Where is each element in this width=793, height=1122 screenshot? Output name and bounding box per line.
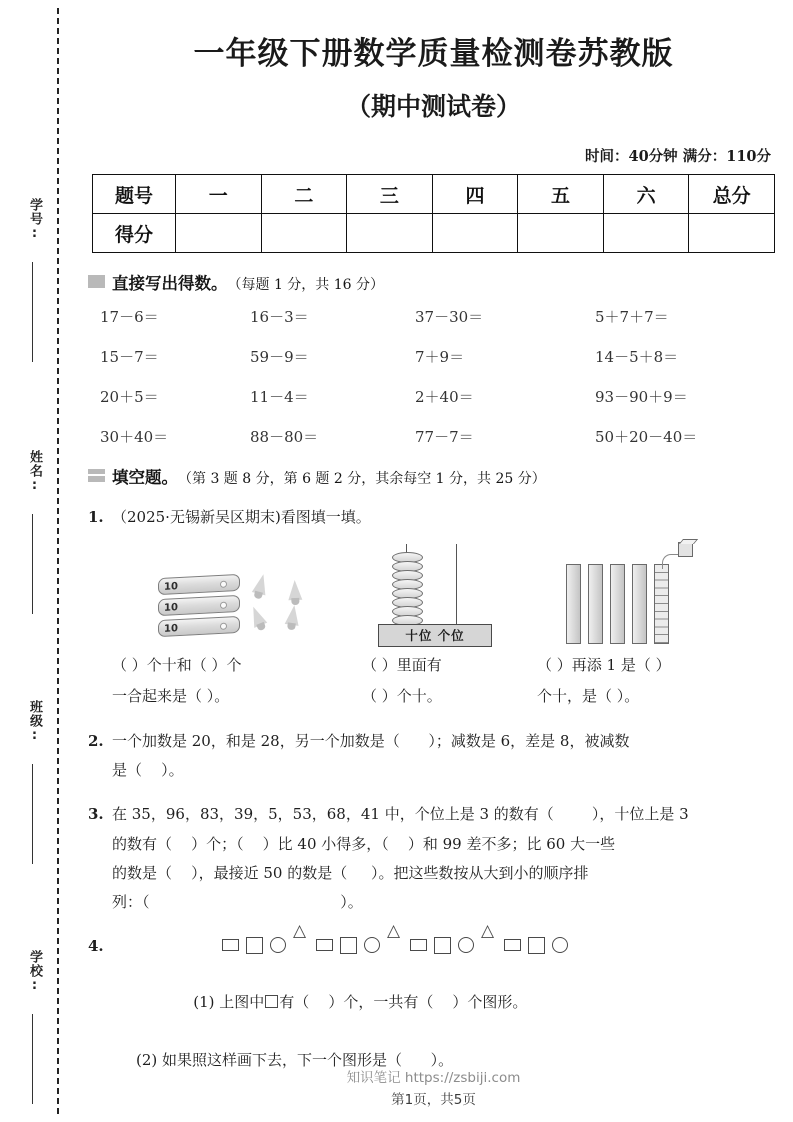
margin-rule-xingming bbox=[32, 514, 33, 614]
inline-square-icon bbox=[265, 995, 278, 1008]
unit-cube-icon bbox=[678, 542, 693, 557]
rect-shape-icon bbox=[222, 939, 239, 951]
triangle-shape-icon bbox=[387, 938, 403, 952]
calc-problem[interactable]: 93－90＋9＝ bbox=[595, 388, 688, 406]
calc-problem[interactable]: 2＋40＝ bbox=[415, 388, 474, 406]
score-table-wrapper bbox=[74, 166, 793, 253]
loose-shuttlecocks-group bbox=[248, 572, 326, 634]
square-shape-icon bbox=[340, 937, 357, 954]
triangle-shape-icon bbox=[293, 938, 309, 952]
circle-shape-icon bbox=[458, 937, 474, 953]
page-subtitle: （期中测试卷） bbox=[345, 92, 521, 121]
question-1-text: （2025·无锡新吴区期末)看图填一填。 bbox=[112, 508, 371, 526]
question-1-stem bbox=[88, 503, 777, 532]
margin-rule-xuexiao bbox=[32, 1014, 33, 1104]
section-marker-two-icon bbox=[88, 469, 105, 482]
question-3-line-3[interactable]: 的数是（ ），最接近 50 的数是（ ）。把这些数按从大到小的顺序排 bbox=[112, 863, 589, 882]
question-2-number: 2. bbox=[88, 731, 104, 750]
page-footer bbox=[74, 1066, 793, 1108]
section-two-heading bbox=[88, 464, 777, 488]
section-one-points: （每题 1 分，共 16 分） bbox=[227, 277, 385, 293]
score-cell-4[interactable] bbox=[432, 214, 518, 253]
watermark-text: 知识笔记 https://zsbiji.com bbox=[346, 1070, 521, 1086]
ten-rod-icon bbox=[610, 564, 625, 644]
seal-dashed-line bbox=[57, 8, 59, 1114]
calc-problem[interactable]: 7＋9＝ bbox=[415, 348, 465, 366]
score-cell-1[interactable] bbox=[176, 214, 262, 253]
score-header-6: 六 bbox=[603, 175, 689, 214]
fill-col-2-line-1[interactable]: （ ）里面有 bbox=[362, 656, 442, 675]
calc-problem[interactable]: 17－6＝ bbox=[100, 308, 159, 326]
question-3-body bbox=[112, 800, 777, 917]
question-3-line-1[interactable]: 在 35，96，83，39，5，53，68，41 中，个位上是 3 的数有（ ），十位上是 3 bbox=[112, 805, 689, 824]
calc-problem[interactable]: 16－3＝ bbox=[250, 308, 309, 326]
circle-shape-icon bbox=[270, 937, 286, 953]
score-cell-2[interactable] bbox=[261, 214, 347, 253]
ten-rod-icon bbox=[632, 564, 647, 644]
section-two-points: （第 3 题 8 分，第 6 题 2 分，其余每空 1 分，共 25 分） bbox=[178, 471, 546, 487]
ten-rod-icon bbox=[588, 564, 603, 644]
question-1-illustrations bbox=[88, 538, 777, 650]
abacus-illustration bbox=[378, 540, 498, 646]
question-2-body bbox=[112, 727, 777, 786]
square-shape-icon bbox=[246, 937, 263, 954]
question-1-fill-line-1 bbox=[88, 650, 777, 681]
score-header-3: 三 bbox=[347, 175, 433, 214]
exam-meta-info: 时间：40分钟 满分：110分 bbox=[585, 148, 771, 165]
arithmetic-grid bbox=[88, 306, 777, 447]
circle-shape-icon bbox=[364, 937, 380, 953]
calc-problem[interactable]: 11－4＝ bbox=[250, 388, 309, 406]
section-one bbox=[74, 270, 793, 447]
circle-shape-icon bbox=[552, 937, 568, 953]
section-one-heading bbox=[88, 270, 777, 294]
square-shape-icon bbox=[528, 937, 545, 954]
section-two-title: 填空题。 bbox=[112, 468, 178, 487]
margin-rule-banji bbox=[32, 764, 33, 864]
question-1 bbox=[88, 503, 777, 712]
score-header-5: 五 bbox=[518, 175, 604, 214]
base-ten-rods-illustration bbox=[558, 542, 708, 646]
question-2-line-2[interactable]: 是（ ）。 bbox=[112, 761, 184, 779]
score-header-4: 四 bbox=[432, 175, 518, 214]
rect-shape-icon bbox=[410, 939, 427, 951]
triangle-shape-icon bbox=[481, 938, 497, 952]
margin-rule-xuehao bbox=[32, 262, 33, 362]
shuttlecock-tubes-group bbox=[158, 576, 240, 639]
page-number: 第1页，共5页 bbox=[391, 1092, 476, 1108]
ten-rod-icon bbox=[566, 564, 581, 644]
question-4-sub-2[interactable]: (2) 如果照这样画下去，下一个图形是（ ）。 bbox=[136, 1051, 454, 1069]
tube-label: 10 bbox=[164, 581, 178, 594]
margin-field-xuexiao: 学校: bbox=[27, 950, 42, 994]
fill-col-1-line-2[interactable]: 一合起来是（ ）。 bbox=[112, 687, 230, 705]
question-4-sub-1-after: 有（ ）个，一共有（ ）个图形。 bbox=[279, 992, 528, 1011]
shuttlecock-icon bbox=[247, 604, 267, 628]
calc-problem[interactable]: 5＋7＋7＝ bbox=[595, 308, 669, 326]
question-4-sub-1[interactable] bbox=[112, 958, 777, 1046]
calc-problem[interactable]: 88－80＝ bbox=[250, 428, 319, 446]
section-marker-one-icon bbox=[88, 275, 105, 288]
shape-pattern-sequence bbox=[112, 932, 777, 958]
fill-col-3-line-1[interactable]: （ ）再添 1 是（ ） bbox=[537, 656, 671, 675]
rect-shape-icon bbox=[504, 939, 521, 951]
section-one-title: 直接写出得数。 bbox=[112, 274, 228, 293]
score-header-1: 一 bbox=[176, 175, 262, 214]
margin-field-xingming: 姓名: bbox=[27, 450, 42, 494]
fill-col-2-line-2[interactable]: （ ）个十。 bbox=[362, 687, 442, 705]
student-info-margin bbox=[0, 0, 74, 1122]
ten-rod-segmented-icon bbox=[654, 564, 669, 644]
abacus-base-label: 十位 个位 bbox=[378, 624, 492, 647]
score-cell-5[interactable] bbox=[518, 214, 604, 253]
calc-problem[interactable]: 30＋40＝ bbox=[100, 428, 169, 446]
score-cell-6[interactable] bbox=[603, 214, 689, 253]
margin-field-banji: 班级: bbox=[27, 700, 42, 744]
shuttlecock-icon bbox=[285, 604, 302, 626]
question-3-number: 3. bbox=[88, 805, 104, 824]
score-table bbox=[92, 174, 775, 253]
table-row bbox=[93, 175, 775, 214]
calc-problem[interactable]: 77－7＝ bbox=[415, 428, 474, 446]
question-2 bbox=[88, 727, 777, 786]
margin-field-xuehao: 学号: bbox=[27, 198, 42, 242]
question-4-sub-1-before: (1) 上图中 bbox=[193, 992, 265, 1011]
calc-problem[interactable]: 15－7＝ bbox=[100, 348, 159, 366]
calc-problem[interactable]: 20＋5＝ bbox=[100, 388, 159, 406]
question-3 bbox=[88, 800, 777, 917]
calc-problem[interactable]: 59－9＝ bbox=[250, 348, 309, 366]
question-4-number: 4. bbox=[88, 937, 104, 956]
tube-icon bbox=[158, 616, 240, 637]
section-two bbox=[74, 464, 793, 1075]
question-3-line-2[interactable]: 的数有（ ）个；（ ）比 40 小得多，（ ）和 99 差不多；比 60 大一些 bbox=[112, 834, 616, 853]
exam-page bbox=[74, 0, 793, 1122]
score-cell-3[interactable] bbox=[347, 214, 433, 253]
table-row bbox=[93, 214, 775, 253]
abacus-rod-ones bbox=[456, 544, 457, 624]
score-header-total: 总分 bbox=[689, 175, 775, 214]
shuttlecock-icon bbox=[288, 580, 303, 600]
tube-label: 10 bbox=[164, 602, 178, 615]
question-1-fill-line-2 bbox=[88, 681, 777, 712]
shuttlecock-icon bbox=[252, 573, 270, 596]
question-4 bbox=[88, 932, 777, 1075]
tube-label: 10 bbox=[164, 623, 178, 636]
calc-problem[interactable]: 37－30＝ bbox=[415, 308, 484, 326]
question-2-line-1[interactable]: 一个加数是 20，和是 28，另一个加数是（ ）；减数是 6，差是 8，被减数 bbox=[112, 731, 630, 750]
score-header-2: 二 bbox=[261, 175, 347, 214]
calc-problem[interactable]: 50＋20－40＝ bbox=[595, 428, 698, 446]
square-shape-icon bbox=[434, 937, 451, 954]
question-1-number: 1. bbox=[88, 508, 104, 526]
calc-problem[interactable]: 14－5＋8＝ bbox=[595, 348, 679, 366]
fill-col-1-line-1[interactable]: （ ）个十和（ ）个 bbox=[112, 656, 242, 675]
score-row-label-1: 得分 bbox=[93, 214, 176, 253]
page-title: 一年级下册数学质量检测卷苏教版 bbox=[193, 36, 674, 72]
rect-shape-icon bbox=[316, 939, 333, 951]
tube-icon bbox=[158, 595, 240, 616]
score-cell-total[interactable] bbox=[689, 214, 775, 253]
question-4-body bbox=[112, 932, 777, 1075]
fill-col-3-line-2[interactable]: 个十，是（ ）。 bbox=[537, 687, 640, 705]
score-row-label-0: 题号 bbox=[93, 175, 176, 214]
question-3-line-4[interactable]: 列：（ ）。 bbox=[112, 893, 363, 911]
tube-icon bbox=[158, 574, 240, 595]
